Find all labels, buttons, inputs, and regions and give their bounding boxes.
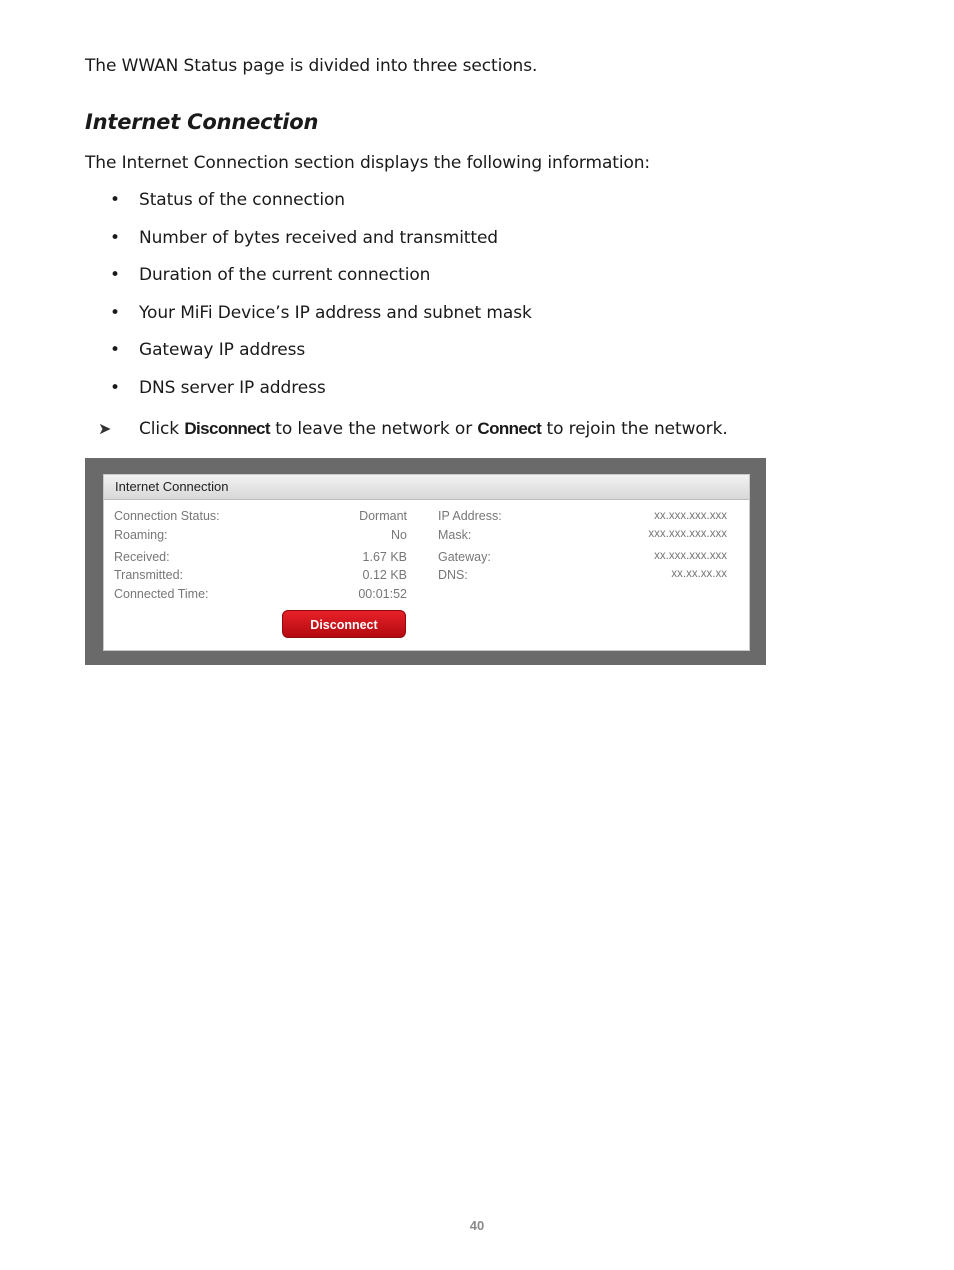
connect-keyword: Connect — [477, 419, 542, 438]
list-item-text: Gateway IP address — [139, 340, 306, 361]
connection-status-label: Connection Status: — [114, 509, 220, 523]
dns-value: xx.xx.xx.xx — [671, 568, 727, 580]
arrow-icon: ➤ — [98, 419, 112, 438]
instruction-text-2: to leave the network or — [269, 419, 478, 439]
page-number: 40 — [469, 1218, 485, 1233]
ip-address-value: xx.xxx.xxx.xxx — [654, 510, 727, 522]
instruction-step — [98, 418, 728, 440]
screenshot-figure — [85, 458, 766, 665]
list-item — [110, 339, 532, 377]
received-value: 1.67 KB — [362, 550, 407, 564]
bullet-icon: • — [110, 302, 120, 323]
instruction-text-1: Click — [139, 419, 185, 439]
connected-time-label: Connected Time: — [114, 587, 209, 601]
instruction-text-3: to rejoin the network. — [541, 419, 728, 439]
received-label: Received: — [114, 550, 170, 564]
section-heading: Internet Connection — [85, 110, 319, 134]
list-item — [110, 302, 532, 340]
roaming-label: Roaming: — [114, 528, 168, 542]
section-description: The Internet Connection section displays the following information: — [85, 153, 651, 173]
intro-paragraph: The WWAN Status page is divided into three sections. — [85, 56, 538, 76]
disconnect-keyword: Disconnect — [184, 419, 270, 438]
list-item-text: Status of the connection — [139, 190, 345, 210]
connection-status-value: Dormant — [359, 509, 407, 523]
bullet-icon: • — [110, 340, 120, 361]
mask-value: xxx.xxx.xxx.xxx — [648, 528, 727, 540]
mask-label: Mask: — [438, 528, 472, 542]
list-item-text: DNS server IP address — [139, 377, 326, 398]
bullet-icon: • — [110, 377, 120, 398]
list-item — [110, 227, 532, 265]
panel-title: Internet Connection — [104, 475, 749, 500]
list-item — [110, 189, 532, 227]
disconnect-button[interactable]: Disconnect — [282, 610, 406, 638]
list-item-text: Your MiFi Device’s IP address and subnet mask — [139, 302, 532, 323]
list-item-text: Duration of the current connection — [139, 265, 431, 286]
list-item-text: Number of bytes received and transmitted — [139, 227, 498, 248]
list-item — [110, 377, 532, 415]
internet-connection-panel — [103, 474, 750, 651]
dns-label: DNS: — [438, 568, 468, 582]
bullet-icon: • — [110, 227, 120, 248]
connected-time-value: 00:01:52 — [358, 587, 407, 601]
gateway-label: Gateway: — [438, 550, 491, 564]
transmitted-value: 0.12 KB — [362, 568, 407, 582]
transmitted-label: Transmitted: — [114, 568, 184, 582]
ip-address-label: IP Address: — [438, 509, 502, 523]
info-bullet-list — [110, 189, 532, 415]
gateway-value: xx.xxx.xxx.xxx — [654, 550, 727, 562]
bullet-icon: • — [110, 265, 120, 286]
roaming-value: No — [391, 528, 407, 542]
bullet-icon: • — [110, 190, 120, 210]
list-item — [110, 264, 532, 302]
